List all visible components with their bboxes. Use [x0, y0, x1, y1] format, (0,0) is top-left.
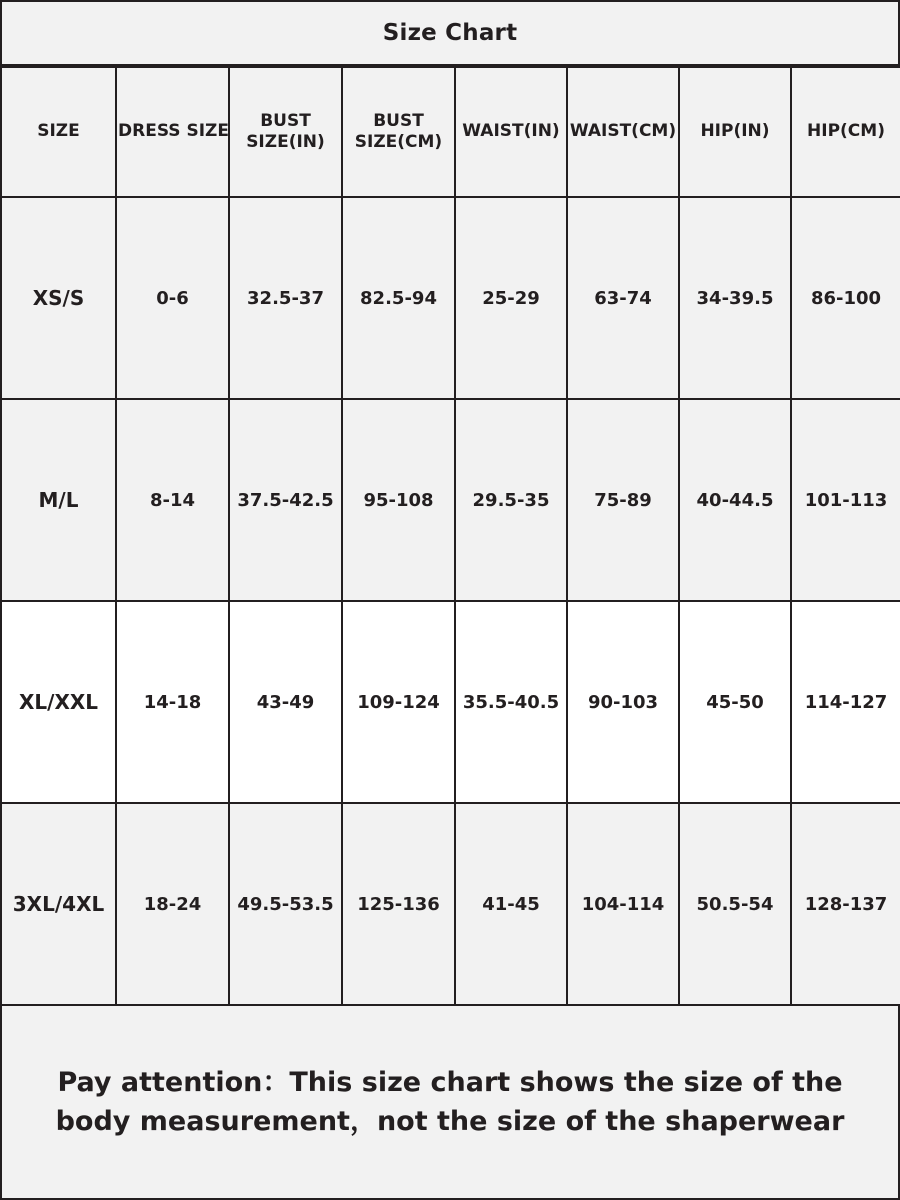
table-row — [1, 399, 900, 601]
cell-waist-cm: 75-89 — [567, 399, 679, 601]
column-header-hip-cm-line1: HIP(CM) — [807, 121, 885, 142]
cell-waist-cm: 104-114 — [567, 803, 679, 1005]
column-header-waist-in-line1: WAIST(IN) — [462, 121, 560, 142]
column-header-hip-cm — [791, 67, 900, 197]
table-row — [1, 601, 900, 803]
cell-hip-cm: 128-137 — [791, 803, 900, 1005]
page-title: Size Chart — [382, 20, 518, 46]
cell-bust-cm: 82.5-94 — [342, 197, 455, 399]
column-header-waist-cm — [567, 67, 679, 197]
column-header-hip-in-line1: HIP(IN) — [700, 121, 770, 142]
attention-note-text: Pay attention：This size chart shows the size of the body measurement，not the size of the shaperwear — [55, 1066, 845, 1137]
cell-hip-cm: 101-113 — [791, 399, 900, 601]
table-row — [1, 197, 900, 399]
column-header-bust-cm-line2: SIZE(CM) — [354, 132, 443, 152]
column-header-dress-size-line1: DRESS SIZE — [118, 121, 229, 142]
cell-bust-in: 32.5-37 — [229, 197, 342, 399]
cell-hip-cm: 86-100 — [791, 197, 900, 399]
cell-bust-in: 37.5-42.5 — [229, 399, 342, 601]
cell-hip-in: 45-50 — [679, 601, 791, 803]
table-header — [1, 67, 900, 197]
cell-bust-in: 43-49 — [229, 601, 342, 803]
attention-note — [0, 1006, 900, 1200]
column-header-size — [1, 67, 116, 197]
cell-dress-size: 14-18 — [116, 601, 229, 803]
cell-waist-in: 25-29 — [455, 197, 567, 399]
cell-bust-cm: 125-136 — [342, 803, 455, 1005]
table-header-row — [1, 67, 900, 197]
cell-dress-size: 18-24 — [116, 803, 229, 1005]
cell-size: XL/XXL — [1, 601, 116, 803]
cell-dress-size: 0-6 — [116, 197, 229, 399]
cell-dress-size: 8-14 — [116, 399, 229, 601]
cell-waist-in: 35.5-40.5 — [455, 601, 567, 803]
cell-waist-cm: 90-103 — [567, 601, 679, 803]
column-header-waist-in — [455, 67, 567, 197]
column-header-bust-cm-line1: BUST — [373, 110, 424, 131]
cell-bust-in: 49.5-53.5 — [229, 803, 342, 1005]
column-header-bust-in — [229, 67, 342, 197]
cell-size: M/L — [1, 399, 116, 601]
cell-size: XS/S — [1, 197, 116, 399]
cell-hip-cm: 114-127 — [791, 601, 900, 803]
cell-waist-in: 41-45 — [455, 803, 567, 1005]
cell-size: 3XL/4XL — [1, 803, 116, 1005]
column-header-bust-in-line1: BUST — [260, 110, 311, 131]
column-header-bust-in-line2: SIZE(IN) — [246, 132, 325, 152]
column-header-waist-cm-line1: WAIST(CM) — [569, 121, 677, 142]
table-row — [1, 803, 900, 1005]
table-body — [1, 197, 900, 1005]
cell-bust-cm: 95-108 — [342, 399, 455, 601]
chart-title-bar — [0, 0, 900, 66]
cell-hip-in: 50.5-54 — [679, 803, 791, 1005]
cell-waist-in: 29.5-35 — [455, 399, 567, 601]
cell-bust-cm: 109-124 — [342, 601, 455, 803]
column-header-hip-in — [679, 67, 791, 197]
column-header-bust-cm — [342, 67, 455, 197]
cell-hip-in: 34-39.5 — [679, 197, 791, 399]
size-chart-table — [0, 66, 900, 1006]
cell-hip-in: 40-44.5 — [679, 399, 791, 601]
cell-waist-cm: 63-74 — [567, 197, 679, 399]
column-header-dress-size — [116, 67, 229, 197]
column-header-size-line1: SIZE — [37, 121, 80, 142]
